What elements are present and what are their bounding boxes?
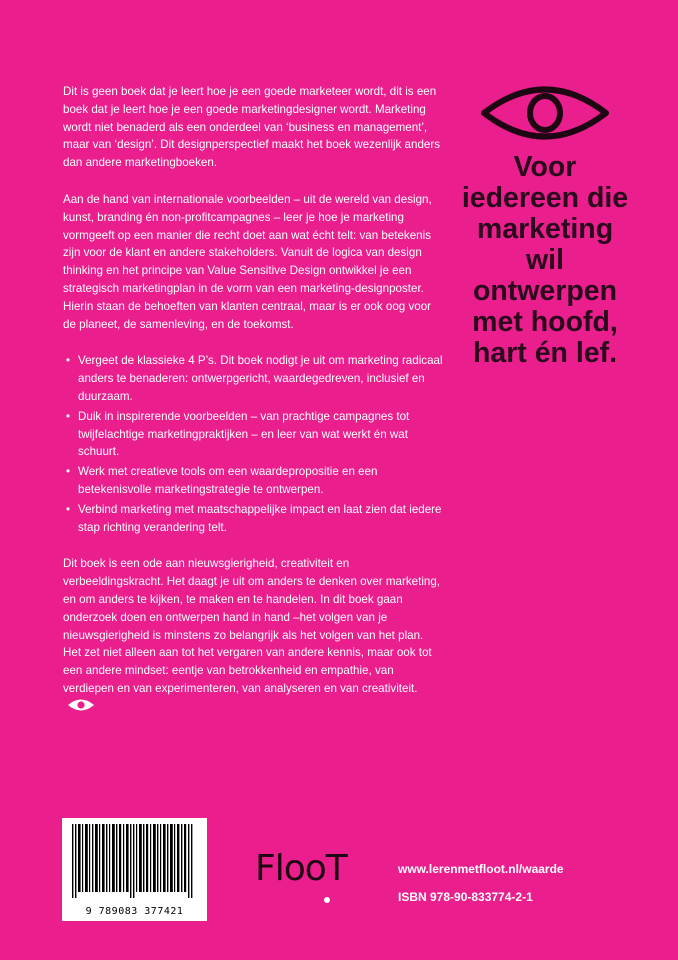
paragraph-approach: Aan de hand van internationale voorbeelden – uit de wereld van design, kunst, branding én non-profitcampagnes – leer je hoe je marketing vormgeeft op een manier die recht doet aan wat écht telt: van betekenis zijn voor de klant en andere stakeholders. Vanuit de logica van design thinking en het principe van Value Sensitive Design ontwikkel je een strategisch marketingplan in de vorm van een marketing-designposter. Hierin staan de behoeften van klanten centraal, maar is er ook oog voor de planeet, de samenleving, en de toekomst.	[63, 192, 432, 331]
bullet-item: • Duik in inspirerende voorbeelden – van prachtige campagnes tot twijfelachtige marketingpraktijken – en leer van wat werkt én wat schuurt.	[63, 408, 443, 461]
paragraph-intro: Dit is geen boek dat je leert hoe je een goede marketeer wordt, dit is een boek dat je leert hoe je een goede marketingdesigner wordt. Marketing wordt niet benaderd als een onderdeel van ‘business en management’, maar van ‘design’. Dit designperspectief maakt het boek wezenlijk anders dan andere marketingboeken.	[63, 85, 440, 170]
publisher-logo: FlooT	[255, 848, 347, 889]
body-text	[63, 83, 443, 737]
bullet-list	[63, 352, 443, 536]
eye-icon	[480, 80, 610, 151]
eye-icon	[67, 698, 95, 718]
barcode-number: 9 789083 377421	[85, 906, 184, 917]
barcode-bars	[70, 824, 199, 898]
bullet-item: • Vergeet de klassieke 4 P’s. Dit boek nodigt je uit om marketing radicaal anders te benaderen: ontwerpgericht, waardegedreven, inclusief en duurzaam.	[63, 352, 443, 405]
publisher-info	[398, 855, 564, 911]
website-link[interactable]: www.lerenmetfloot.nl/waarde	[398, 862, 564, 876]
bullet-item: • Werk met creatieve tools om een waardepropositie en een betekenisvolle marketingstrategie te ontwerpen.	[63, 463, 443, 499]
barcode	[62, 818, 207, 921]
bullet-item: • Verbind marketing met maatschappelijke impact en laat zien dat iedere stap richting verandering telt.	[63, 501, 443, 537]
paragraph-closing-text: Dit boek is een ode aan nieuwsgierigheid, creativiteit en verbeeldingskracht. Het daagt je uit om anders te denken over marketing, en om anders te kijken, te maken en te handelen. In dit boek gaan onderzoek doen en ontwerpen hand in hand –het volgen van je nieuwsgierigheid is minstens zo belangrijk als het volgen van het plan. Het zet niet alleen aan tot het vergaren van andere kennis, maar ook tot een andere mindset: eentje van betrokkenheid en empathie, van verdiepen en van experimenteren, van analyseren en van creativiteit.	[63, 557, 441, 695]
paragraph-closing	[63, 555, 443, 717]
logo-dot	[322, 892, 332, 910]
isbn-text: ISBN 978-90-833774-2-1	[398, 890, 533, 904]
slogan: Voor iedereen die marketing wil ontwerpen met hoofd, hart én lef.	[461, 151, 629, 369]
